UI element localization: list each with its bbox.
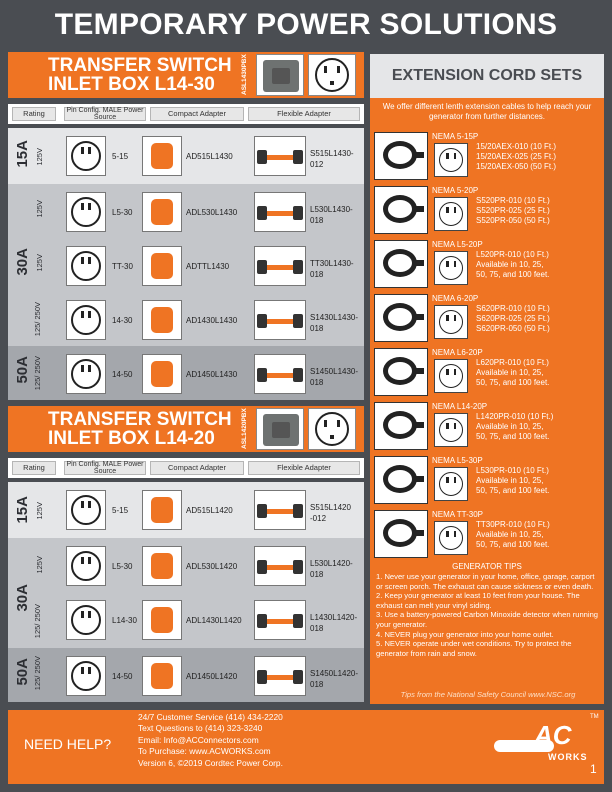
generator-tips	[376, 572, 600, 658]
column-headers-2	[8, 458, 364, 478]
transfer-switch-header-1	[8, 52, 364, 98]
list-item	[374, 510, 600, 560]
list-item	[374, 240, 600, 290]
cord-image	[374, 348, 428, 396]
rating-volt: 125/ 250V	[33, 302, 42, 337]
compact-adapter-image	[142, 300, 182, 340]
inlet-box-image	[256, 408, 304, 450]
column-headers-1	[8, 104, 364, 124]
cord-image	[374, 132, 428, 180]
flexible-adapter-image	[254, 354, 306, 394]
nema-label: NEMA 6-20P	[432, 294, 479, 303]
pin-config: 14-50	[112, 672, 133, 681]
flexible-adapter-part: S1450L1430- 018	[310, 367, 359, 387]
extension-cord-panel	[370, 54, 604, 704]
cord-image	[374, 402, 428, 450]
inlet-receptacle-icon	[308, 54, 356, 96]
page-number: 1	[590, 762, 597, 776]
extension-title: EXTENSION CORD SETS	[370, 54, 604, 98]
cord-parts: L1420PR-010 (10 Ft.) Available in 10, 25, 50, 75, and 100 feet.	[476, 412, 554, 441]
rating-volt: 125V	[35, 200, 44, 218]
pin-config: 5-15	[112, 506, 129, 515]
plug-face-icon	[66, 354, 106, 394]
compact-adapter-part: ADL1430L1420	[186, 616, 242, 625]
plug-face-icon	[434, 251, 468, 285]
section-title-line1: TRANSFER SWITCH	[48, 55, 232, 76]
section-title-line2: INLET BOX L14-30	[48, 74, 215, 95]
flexible-adapter-image	[254, 490, 306, 530]
rating-volt: 125V	[35, 148, 44, 166]
pin-config: TT-30	[112, 262, 133, 271]
compact-adapter-image	[142, 600, 182, 640]
rating-amp: 30A	[14, 584, 31, 612]
rating-volt: 125/ 250V	[33, 356, 42, 391]
cord-parts: L520PR-010 (10 Ft.) Available in 10, 25, 50, 75, and 100 feet.	[476, 250, 550, 279]
flexible-adapter-image	[254, 246, 306, 286]
nema-label: NEMA L5-20P	[432, 240, 483, 249]
plug-face-icon	[434, 467, 468, 501]
list-item	[374, 456, 600, 506]
col-flexible-adapter: Flexible Adapter	[248, 461, 360, 475]
rating-amp: 50A	[14, 658, 31, 686]
tip-item: 1. Never use your generator in your home, office, garage, carport or screen porch. The exhaust can cause sickness or even death.	[376, 572, 595, 591]
compact-adapter-part: AD1450L1430	[186, 370, 238, 379]
compact-adapter-image	[142, 136, 182, 176]
compact-adapter-image	[142, 246, 182, 286]
rating-volt: 125/ 250V	[33, 656, 42, 691]
col-rating: Rating	[12, 107, 56, 121]
list-item	[374, 348, 600, 398]
rating-volt: 125V	[35, 254, 44, 272]
cord-parts: S520PR-010 (10 Ft.) S520PR-025 (25 Ft.) S520PR-050 (50 Ft.)	[476, 196, 550, 225]
flexible-adapter-image	[254, 192, 306, 232]
page-title: TEMPORARY POWER SOLUTIONS	[54, 8, 558, 41]
col-pin-config: Pin Config. MALE Power Source	[64, 107, 146, 121]
tips-title: GENERATOR TIPS	[452, 562, 522, 571]
tip-item: 2. Keep your generator at least 10 feet from your house. The exhaust can melt your vinyl siding.	[376, 591, 580, 610]
list-item	[374, 186, 600, 236]
cord-image	[374, 294, 428, 342]
cord-image	[374, 456, 428, 504]
tips-source: Tips from the National Safety Council www.NSC.org	[400, 690, 576, 699]
flexible-adapter-image	[254, 546, 306, 586]
flexible-adapter-image	[254, 300, 306, 340]
flexible-adapter-image	[254, 600, 306, 640]
compact-adapter-part: ADL530L1430	[186, 208, 238, 217]
rating-volt: 125/ 250V	[33, 604, 42, 639]
purchase-link[interactable]: To Purchase: www.ACWORKS.com	[138, 746, 271, 757]
col-compact-adapter: Compact Adapter	[150, 461, 244, 475]
rating-amp: 30A	[14, 248, 31, 276]
inlet-model: ASL1420PBX	[241, 408, 248, 450]
col-pin-config: Pin Config. MALE Power Source	[64, 461, 146, 475]
plug-face-icon	[434, 197, 468, 231]
compact-adapter-part: ADTTL1430	[186, 262, 230, 271]
rating-amp: 15A	[14, 496, 31, 524]
plug-face-icon	[434, 413, 468, 447]
flexible-adapter-part: S515L1430- 012	[310, 149, 354, 169]
tip-item: 5. NEVER operate under wet conditions. Try to protect the generator from rain and snow.	[376, 639, 572, 658]
pin-config: L5-30	[112, 208, 133, 217]
flexible-adapter-part: S1430L1430- 018	[310, 313, 359, 333]
pin-config: L5-30	[112, 562, 133, 571]
tip-item: 4. NEVER plug your generator into your home outlet.	[376, 629, 554, 639]
cord-image	[374, 240, 428, 288]
inlet-model: ASL1430PBX	[241, 54, 248, 96]
cord-parts: TT30PR-010 (10 Ft.) Available in 10, 25, 50, 75, and 100 feet.	[476, 520, 550, 549]
flexible-adapter-part: S515L1420 -012	[310, 503, 351, 523]
list-item	[374, 132, 600, 182]
rating-amp: 50A	[14, 356, 31, 384]
plug-face-icon	[66, 246, 106, 286]
nema-label: NEMA L14-20P	[432, 402, 488, 411]
cord-parts: L620PR-010 (10 Ft.) Available in 10, 25, 50, 75, and 100 feet.	[476, 358, 550, 387]
inlet-receptacle-icon	[308, 408, 356, 450]
flexible-adapter-image	[254, 136, 306, 176]
nema-label: NEMA 5-15P	[432, 132, 479, 141]
compact-adapter-part: AD1450L1420	[186, 672, 238, 681]
flexible-adapter-part: L530L1420- 018	[310, 559, 353, 579]
cord-image	[374, 510, 428, 558]
cord-parts: S620PR-010 (10 Ft.) S620PR-025 (25 Ft.) S620PR-050 (50 Ft.)	[476, 304, 550, 333]
rating-volt: 125V	[35, 556, 44, 574]
list-item	[374, 294, 600, 344]
transfer-switch-header-2	[8, 406, 364, 452]
extension-intro: We offer different lenth extension cables to help reach your generator from further distances.	[382, 102, 592, 121]
plug-face-icon	[434, 143, 468, 177]
ac-works-logo: AC WORKS	[494, 716, 588, 776]
trademark: TM	[590, 714, 599, 720]
contact-info	[138, 712, 283, 769]
compact-adapter-part: AD1430L1430	[186, 316, 238, 325]
pin-config: L14-30	[112, 616, 137, 625]
plug-face-icon	[434, 305, 468, 339]
col-compact-adapter: Compact Adapter	[150, 107, 244, 121]
plug-face-icon	[66, 600, 106, 640]
tip-item: 3. Use a battery-powered Carbon Minoxide detector when running your generator.	[376, 610, 599, 629]
compact-adapter-image	[142, 546, 182, 586]
customer-service: 24/7 Customer Service (414) 434-2220	[138, 712, 283, 722]
compact-adapter-part: ADL530L1420	[186, 562, 238, 571]
cord-image	[374, 186, 428, 234]
cord-parts: 15/20AEX-010 (10 Ft.) 15/20AEX-025 (25 Ft.) 15/20AEX-050 (50 Ft.)	[476, 142, 557, 171]
compact-adapter-part: AD515L1420	[186, 506, 233, 515]
cord-parts: L530PR-010 (10 Ft.) Available in 10, 25, 50, 75, and 100 feet.	[476, 466, 550, 495]
section-title-line2: INLET BOX L14-20	[48, 428, 215, 449]
nema-label: NEMA L5-30P	[432, 456, 483, 465]
list-item	[374, 402, 600, 452]
plug-face-icon	[66, 192, 106, 232]
section-title-line1: TRANSFER SWITCH	[48, 409, 232, 430]
flexible-adapter-part: S1450L1420- 018	[310, 669, 359, 689]
nema-label: NEMA 5-20P	[432, 186, 479, 195]
plug-face-icon	[66, 490, 106, 530]
pin-config: 14-30	[112, 316, 133, 325]
text-questions: Text Questions to (414) 323-3240	[138, 723, 263, 734]
compact-adapter-image	[142, 490, 182, 530]
flexible-adapter-part: TT30L1430- 018	[310, 259, 354, 279]
col-rating: Rating	[12, 461, 56, 475]
plug-face-icon	[66, 546, 106, 586]
plug-face-icon	[434, 359, 468, 393]
email-link[interactable]: Email: Info@ACConnectors.com	[138, 734, 259, 745]
rating-volt: 125V	[35, 502, 44, 520]
plug-face-icon	[434, 521, 468, 555]
compact-adapter-image	[142, 192, 182, 232]
plug-face-icon	[66, 656, 106, 696]
nema-label: NEMA L6-20P	[432, 348, 483, 357]
flexible-adapter-image	[254, 656, 306, 696]
flexible-adapter-part: L530L1430- 018	[310, 205, 353, 225]
col-flexible-adapter: Flexible Adapter	[248, 107, 360, 121]
version-copyright: Version 6, ©2019 Cordtec Power Corp.	[138, 757, 283, 768]
compact-adapter-image	[142, 354, 182, 394]
pin-config: 5-15	[112, 152, 129, 161]
compact-adapter-image	[142, 656, 182, 696]
need-help-label: NEED HELP?	[24, 736, 112, 752]
nema-label: NEMA TT-30P	[432, 510, 483, 519]
plug-face-icon	[66, 300, 106, 340]
flexible-adapter-part: L1430L1420- 018	[310, 613, 358, 633]
rating-amp: 15A	[14, 140, 31, 168]
plug-face-icon	[66, 136, 106, 176]
footer	[8, 710, 604, 784]
compact-adapter-part: AD515L1430	[186, 152, 233, 161]
pin-config: 14-50	[112, 370, 133, 379]
inlet-box-image	[256, 54, 304, 96]
